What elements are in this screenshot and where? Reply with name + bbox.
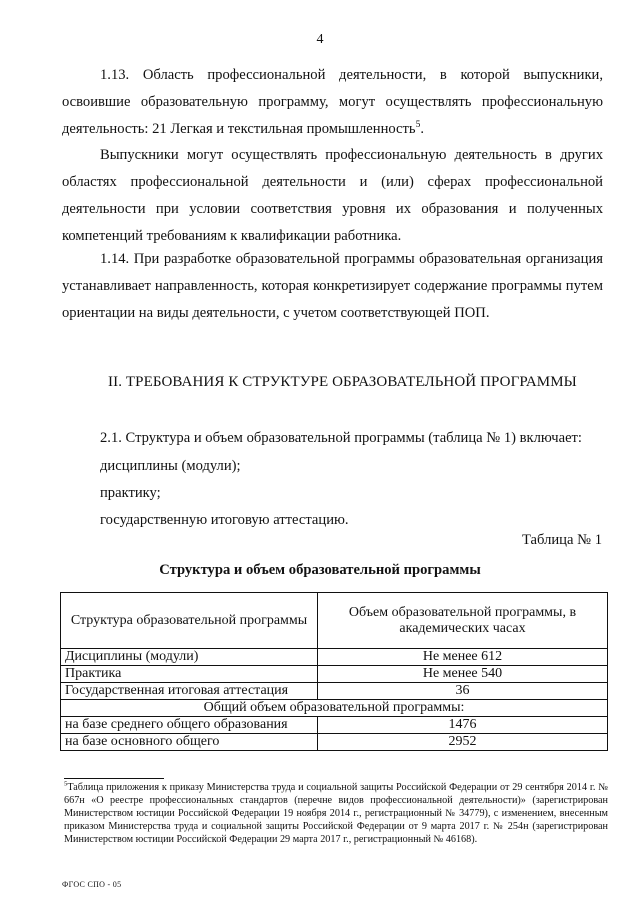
table-row	[61, 666, 608, 683]
row-name: на базе основного общего	[61, 734, 318, 751]
header-volume: Объем образовательной программы, в академических часах	[318, 593, 608, 649]
footnote-reference: 5	[415, 120, 421, 131]
table-caption: Структура и объем образовательной программы	[159, 562, 481, 578]
row-name: Дисциплины (модули)	[61, 649, 318, 666]
row-value: Не менее 612	[318, 649, 608, 666]
table-total-row	[61, 700, 608, 717]
structure-item-practice: практику;	[100, 485, 161, 501]
structure-intro: 2.1. Структура и объем образовательной программы (таблица № 1) включает:	[100, 430, 582, 446]
row-name: Практика	[61, 666, 318, 683]
table-row	[61, 683, 608, 700]
row-value: Не менее 540	[318, 666, 608, 683]
total-label: Общий объем образовательной программы:	[61, 700, 608, 717]
row-name: на базе среднего общего образования	[61, 717, 318, 734]
row-value: 2952	[318, 734, 608, 751]
row-value: 36	[318, 683, 608, 700]
footnote	[64, 781, 608, 846]
structure-item-attestation: государственную итоговую аттестацию.	[100, 512, 349, 528]
row-name: Государственная итоговая аттестация	[61, 683, 318, 700]
paragraph-graduates: Выпускники могут осуществлять профессиональную деятельность в других областях профессиональной деятельности и (или) сферах профессиональной деятельности при условии соответствия уровня их образования и полученных компетенций требованиям к квалификации работника.	[62, 147, 603, 244]
footnote-text: Таблица приложения к приказу Министерства труда и социальной защиты Российской Федерации от 29 сентября 2014 г. № 667н «О реестре профессиональных стандартов (перечне видов профессиональной деятельности)» (зарегистрирован Министерством юстиции Российской Федерации 19 ноября 2014 г., регистрационный № 34779), с изменением, внесенным приказом Министерства труда и социальной защиты Российской Федерации от 9 марта 2017 г. № 254н (зарегистрирован Министерством юстиции Российской Федерации 29 марта 2017 г., регистрационный № 46168).	[64, 782, 608, 845]
header-structure: Структура образовательной программы	[61, 593, 318, 649]
table-row	[61, 734, 608, 751]
section-title: II. ТРЕБОВАНИЯ К СТРУКТУРЕ ОБРАЗОВАТЕЛЬНОЙ ПРОГРАММЫ	[108, 374, 577, 390]
paragraph-end: .	[420, 121, 424, 137]
paragraph-text: 1.13. Область профессиональной деятельности, в которой выпускники, освоившие образовательную программу, могут осуществлять профессиональную деятельность: 21 Легкая и текстильная промышленность	[62, 67, 603, 137]
footnote-divider	[64, 778, 164, 779]
table-row	[61, 649, 608, 666]
table-row	[61, 717, 608, 734]
footnote-number: 5	[64, 780, 68, 788]
structure-item-disciplines: дисциплины (модули);	[100, 458, 241, 474]
table-header-row	[61, 593, 608, 649]
paragraph-1-13	[62, 62, 603, 143]
page-number: 4	[316, 32, 324, 47]
row-value: 1476	[318, 717, 608, 734]
structure-table	[60, 592, 608, 751]
page-footer: ФГОС СПО - 05	[62, 880, 122, 889]
table-label: Таблица № 1	[522, 532, 602, 548]
paragraph-1-14: 1.14. При разработке образовательной программы образовательная организация устанавливает направленность, которая конкретизирует содержание программы путем ориентации на виды деятельности, с учетом соответствующей ПОП.	[62, 251, 603, 321]
